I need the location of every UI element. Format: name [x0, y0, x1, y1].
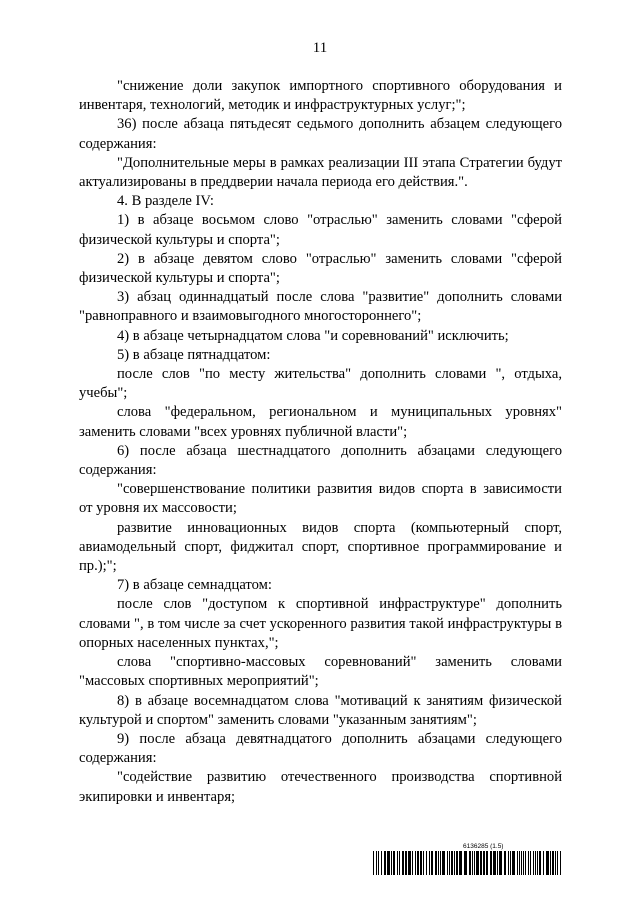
paragraph: 2) в абзаце девятом слово "отраслью" заменить словами "сферой физической культуры и спорта"; — [79, 250, 562, 287]
paragraph: после слов "доступом к спортивной инфраструктуре" дополнить словами ", в том числе за счет ускоренного развития такой инфраструктуры в опорных населенных пунктах,"; — [79, 596, 562, 651]
paragraph: "совершенствование политики развития видов спорта в зависимости от уровня их массовости; — [79, 481, 562, 517]
paragraph: слова "спортивно-массовых соревнований" заменить словами "массовых спортивных мероприятий"; — [79, 654, 562, 690]
paragraph: 4) в абзаце четырнадцатом слова "и соревнований" исключить; — [117, 327, 509, 344]
paragraph: после слов "по месту жительства" дополнить словами ", отдыха, учебы"; — [79, 366, 562, 402]
paragraph: 9) после абзаца девятнадцатого дополнить абзацами следующего содержания: — [79, 730, 562, 767]
page-number: 11 — [312, 40, 328, 56]
paragraph: 7) в абзаце семнадцатом: — [117, 577, 272, 594]
paragraph: развитие инновационных видов спорта (компьютерный спорт, авиамодельный спорт, фиджитал спорт, спортивное программирование и пр.);"; — [79, 519, 562, 575]
paragraph: 3) абзац одиннадцатый после слова "развитие" дополнить словами "равноправного и взаимовыгодного многостороннего"; — [79, 289, 562, 325]
paragraph: "Дополнительные меры в рамках реализации III этапа Стратегии будут актуализированы в преддверии начала периода его действия.". — [79, 154, 562, 191]
document-body — [79, 77, 562, 807]
paragraph: "содействие развитию отечественного производства спортивной экипировки и инвентаря; — [79, 769, 562, 805]
barcode — [373, 851, 563, 875]
paragraph: "снижение доли закупок импортного спортивного оборудования и инвентаря, технологий, методик и инфраструктурных услуг;"; — [79, 78, 562, 114]
paragraph: 6) после абзаца шестнадцатого дополнить абзацами следующего содержания: — [79, 442, 562, 479]
paragraph: 5) в абзаце пятнадцатом: — [117, 346, 271, 363]
document-code: 6136285 (1.5) — [463, 843, 504, 850]
paragraph: 1) в абзаце восьмом слово "отраслью" заменить словами "сферой физической культуры и спорта"; — [79, 212, 562, 248]
paragraph: 8) в абзаце восемнадцатом слова "мотиваций к занятиям физической культурой и спортом" заменить словами "указанным занятиям"; — [79, 692, 562, 728]
paragraph: 4. В разделе IV: — [117, 193, 214, 210]
paragraph: слова "федеральном, региональном и муниципальных уровнях" заменить словами "всех уровнях публичной власти"; — [79, 404, 562, 440]
paragraph: 36) после абзаца пятьдесят седьмого дополнить абзацем следующего содержания: — [79, 116, 562, 152]
